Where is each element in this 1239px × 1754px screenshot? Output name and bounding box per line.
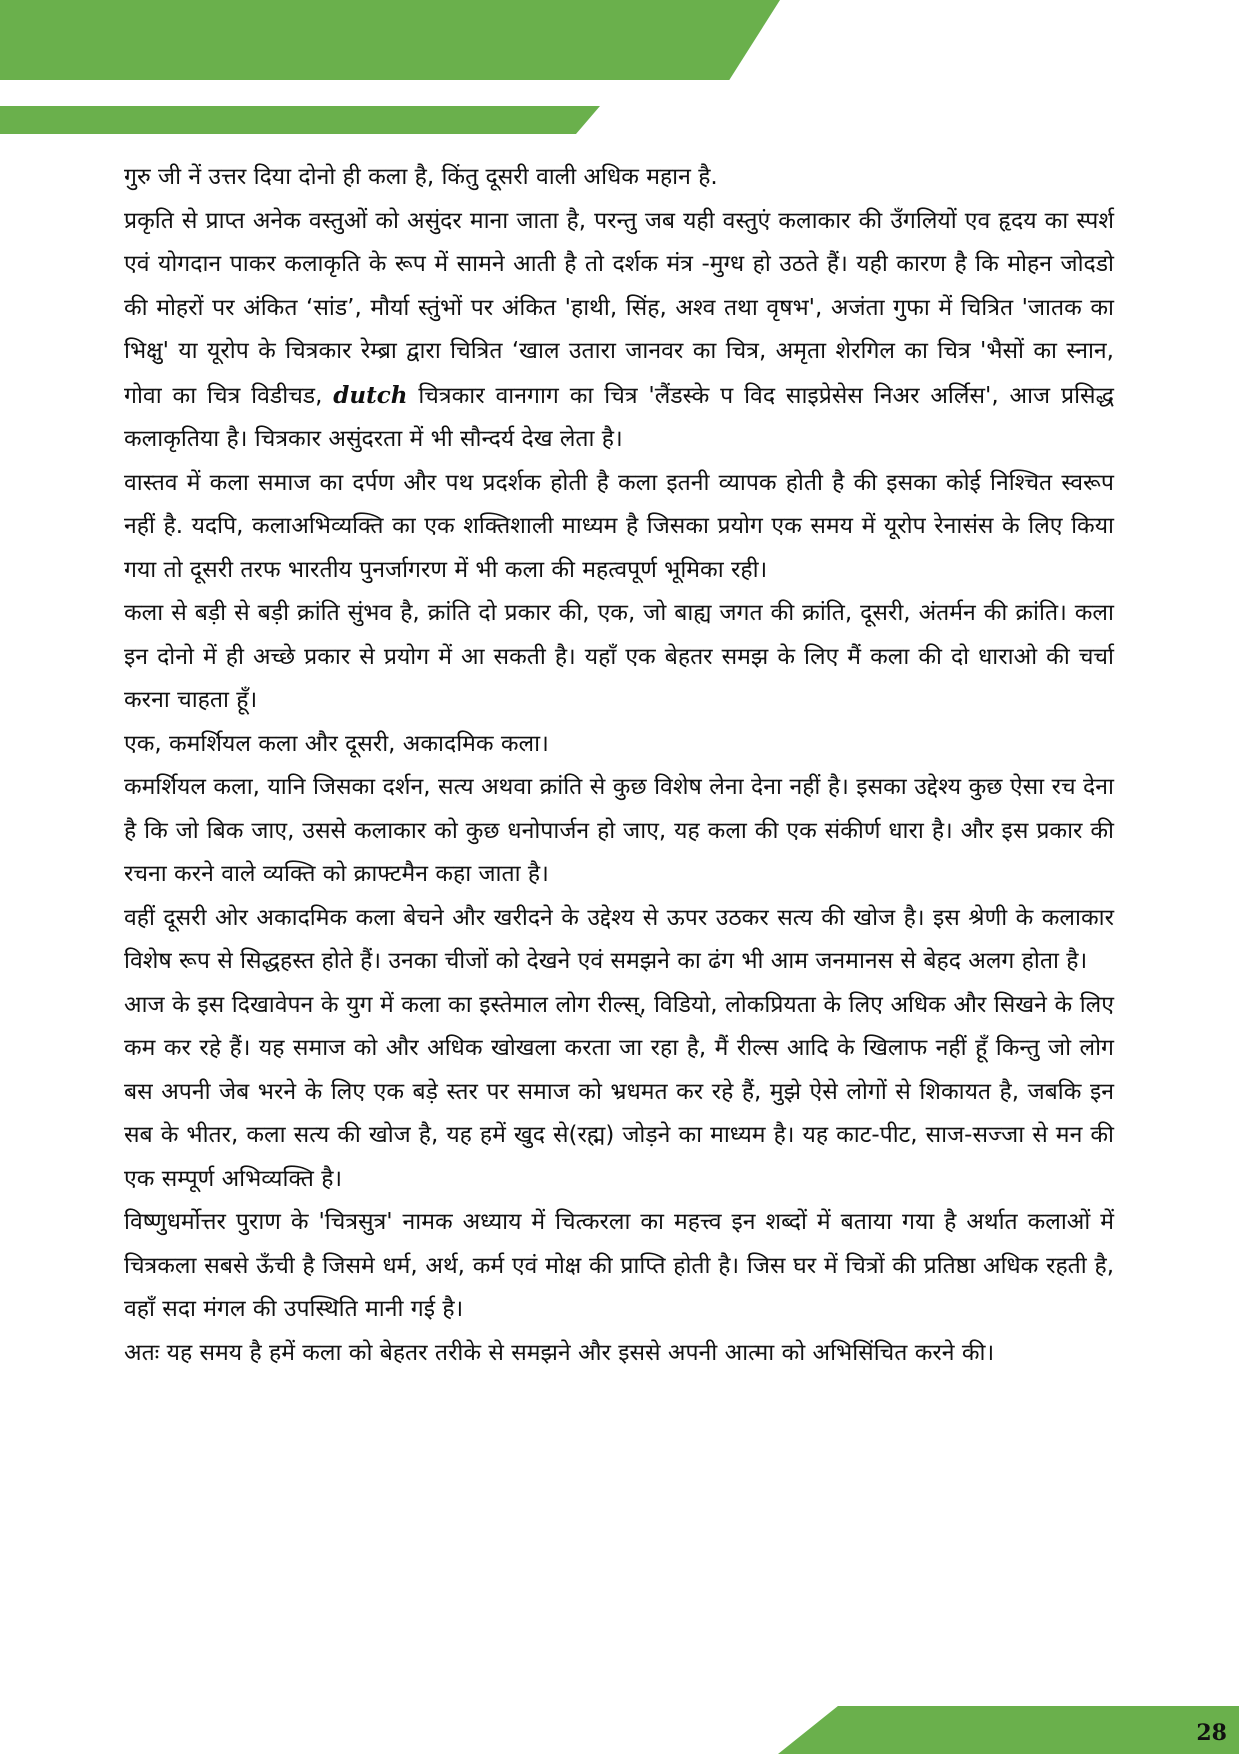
paragraph-2-emphasis: dutch — [333, 381, 408, 409]
paragraph-9: विष्णुधर्मोत्तर पुराण के 'चित्रसुत्र' नामक अध्याय में चित्करला का महत्त्व इन शब्दों में बताया गया है अर्थात कलाओं में चित्रकला सबसे ऊँची है जिसमे धर्म, अर्थ, कर्म एवं मोक्ष की प्राप्ति होती है। जिस घर में चित्रों की प्रतिष्ठा अधिक रहती है, वहाँ सदा मंगल की उपस्थिति मानी गई है। — [124, 1209, 1114, 1322]
paragraph-8: आज के इस दिखावेपन के युग में कला का इस्तेमाल लोग रील्स्, विडियो, लोकप्रियता के लिए अधिक और सिखने के लिए कम कर रहे हैं। यह समाज को और अधिक खोखला करता जा रहा है, मैं रील्स आदि के खिलाफ नहीं हूँ किन्तु जो लोग बस अपनी जेब भरने के लिए एक बड़े स्तर पर समाज को भ्रधमत कर रहे हैं, मुझे ऐसे लोगों से शिकायत है, जबकि इन सब के भीतर, कला सत्य की खोज है, यह हमें खुद से(रह्म) जोड़ने का माध्यम है। यह काट-पीट, साज-सज्जा से मन की एक सम्पूर्ण अभिव्यक्ति है। — [124, 991, 1114, 1192]
paragraph-5: एक, कमर्शियल कला और दूसरी, अकादमिक कला। — [124, 730, 549, 757]
paragraph-3: वास्तव में कला समाज का दर्पण और पथ प्रदर्शक होती है कला इतनी व्यापक होती है की इसका कोई निश्चित स्वरूप नहीं है. यदपि, कलाअभिव्यक्ति का एक शक्तिशाली माध्यम है जिसका प्रयोग एक समय में यूरोप रेनासंस के लिए किया गया तो दूसरी तरफ भारतीय पुनर्जागरण में भी कला की महत्वपूर्ण भूमिका रही। — [124, 469, 1114, 583]
paragraph-4: कला से बड़ी से बड़ी क्रांति सुंभव है, क्रांति दो प्रकार की, एक, जो बाह्य जगत की क्रांति, दूसरी, अंतर्मन की क्रांति। कला इन दोनो में ही अच्छे प्रकार से प्रयोग में आ सकती है। यहाँ एक बेहतर समझ के लिए मैं कला की दो धाराओ की चर्चा करना चाहता हूँ। — [124, 600, 1114, 713]
footer-band — [778, 1706, 1239, 1754]
paragraph-6: कमर्शियल कला, यानि जिसका दर्शन, सत्य अथवा क्रांति से कुछ विशेष लेना देना नहीं है। इसका उद्देश्य कुछ ऐसा रच देना है कि जो बिक जाए, उससे कलाकार को कुछ धनोपार्जन हो जाए, यह कला की एक संकीर्ण धारा है। और इस प्रकार की रचना करने वाले व्यक्ति को क्राफ्टमैन कहा जाता है। — [124, 774, 1114, 887]
paragraph-7: वहीं दूसरी ओर अकादमिक कला बेचने और खरीदने के उद्देश्य से ऊपर उठकर सत्य की खोज है। इस श्रेणी के कलाकार विशेष रूप से सिद्धहस्त होते हैं। उनका चीजों को देखने एवं समझने का ढंग भी आम जनमानस से बेहद अलग होता है। — [124, 904, 1114, 974]
header-band-second — [0, 106, 600, 134]
paragraph-2-text-before: प्रकृति से प्राप्त अनेक वस्तुओं को असुंदर माना जाता है, परन्तु जब यही वस्तुएं कलाकार की उँगलियों एव हृदय का स्पर्श एवं योगदान पाकर कलाकृति के रूप में सामने आती है तो दर्शक मंत्र -मुग्ध हो उठते हैं। यही कारण है कि मोहन जोदडो की मोहरों पर अंकित ‘सांड’, मौर्या स्तुंभों पर अंकित 'हाथी, सिंह, अश्व तथा वृषभ', अजंता गुफा में चित्रित 'जातक का भिक्षु' या यूरोप के चित्रकार रेम्ब्रा द्वारा चित्रित ‘खाल उतारा जानवर का चित्र, अमृता शेरगिल का चित्र 'भैसों का स्नान, गोवा का चित्र विडीचड, — [124, 207, 1114, 409]
paragraph-1: गुरु जी नें उत्तर दिया दोनो ही कला है, किंतु दूसरी वाली अधिक महान है. — [124, 164, 718, 190]
page-number: 28 — [1196, 1720, 1227, 1746]
header-band-top — [0, 0, 780, 80]
paragraph-2-text-after: चित्रकार वानगाग का चित्र 'लैंडस्के प विद साइप्रेसेस निअर अर्लिस', आज प्रसिद्ध कलाकृतिया है। चित्रकार असुंदरता में भी सौन्दर्य देख लेता है। — [124, 382, 1114, 452]
article-body — [124, 156, 1114, 1375]
paragraph-10: अतः यह समय है हमें कला को बेहतर तरीके से समझने और इससे अपनी आत्मा को अभिसिंचित करने की। — [124, 1339, 995, 1366]
paragraph-2 — [124, 200, 1114, 462]
